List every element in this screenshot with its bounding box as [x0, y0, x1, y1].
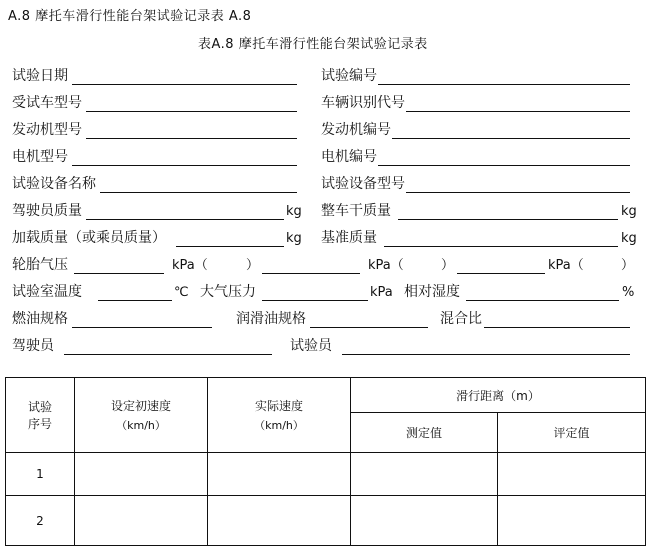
motor-model-label: 电机型号	[12, 149, 68, 165]
vin-line[interactable]	[406, 111, 630, 112]
appendix-heading: A.8 摩托车滑行性能台架试验记录表 A.8	[8, 9, 252, 24]
row-sequence: 2	[6, 496, 75, 546]
room-temp-unit: ℃	[174, 285, 189, 300]
cell-actual-speed[interactable]	[208, 453, 351, 496]
col-header-set-speed-label: 设定初速度	[110, 399, 171, 413]
test-number-label: 试验编号	[321, 68, 377, 84]
engine-number-line[interactable]	[392, 138, 630, 139]
mix-ratio-label: 混合比	[440, 311, 482, 327]
motor-model-line[interactable]	[72, 165, 297, 166]
cell-evaluated[interactable]	[498, 496, 646, 546]
col-header-actual-speed	[208, 378, 351, 453]
fuel-spec-line[interactable]	[72, 327, 212, 328]
motor-number-label: 电机编号	[321, 149, 377, 165]
tire-pressure-close-1: ）	[246, 258, 260, 273]
row-sequence: 1	[6, 453, 75, 496]
col-header-sequence-line1: 试验	[27, 400, 52, 414]
atm-pressure-label: 大气压力	[200, 284, 256, 300]
table-row	[6, 496, 646, 546]
col-header-set-speed-unit: （km/h）	[116, 419, 166, 432]
rider-mass-label: 驾驶员质量	[12, 203, 82, 219]
reference-mass-unit: kg	[621, 231, 637, 246]
table-row	[6, 453, 646, 496]
tire-pressure-close-3: ）	[621, 258, 635, 273]
motor-number-line[interactable]	[378, 165, 630, 166]
rider-label: 驾驶员	[12, 338, 54, 354]
room-temp-line[interactable]	[98, 300, 172, 301]
cell-measured[interactable]	[351, 496, 498, 546]
test-date-label: 试验日期	[12, 68, 68, 84]
tire-pressure-close-2: ）	[441, 258, 455, 273]
col-header-measured: 测定值	[351, 413, 498, 453]
load-mass-line[interactable]	[176, 246, 284, 247]
col-header-sequence-line2: 序号	[27, 417, 52, 431]
tire-pressure-unit-2: kPa（	[368, 258, 404, 273]
col-header-actual-speed-label: 实际速度	[254, 399, 303, 413]
humidity-label: 相对湿度	[404, 284, 460, 300]
fuel-spec-label: 燃油规格	[12, 311, 68, 327]
tire-pressure-line-3[interactable]	[457, 273, 545, 274]
record-table	[5, 377, 646, 546]
col-header-distance: 滑行距离（m）	[351, 378, 646, 413]
vehicle-model-line[interactable]	[86, 111, 297, 112]
mix-ratio-line[interactable]	[484, 327, 630, 328]
reference-mass-line[interactable]	[384, 246, 618, 247]
curb-mass-unit: kg	[621, 204, 637, 219]
atm-pressure-line[interactable]	[262, 300, 368, 301]
cell-evaluated[interactable]	[498, 453, 646, 496]
engine-model-line[interactable]	[86, 138, 297, 139]
equipment-name-line[interactable]	[100, 192, 297, 193]
rider-line[interactable]	[64, 354, 272, 355]
tire-pressure-line-1[interactable]	[74, 273, 164, 274]
oil-spec-label: 润滑油规格	[236, 311, 306, 327]
equipment-model-label: 试验设备型号	[321, 176, 405, 192]
tire-pressure-label: 轮胎气压	[12, 257, 68, 273]
rider-mass-line[interactable]	[86, 219, 284, 220]
cell-set-speed[interactable]	[75, 453, 208, 496]
page-title: 表A.8 摩托车滑行性能台架试验记录表	[198, 37, 428, 52]
curb-mass-label: 整车干质量	[321, 203, 391, 219]
tire-pressure-unit-1: kPa（	[172, 258, 208, 273]
load-mass-label: 加载质量（或乘员质量）	[12, 230, 166, 246]
equipment-model-line[interactable]	[406, 192, 630, 193]
test-date-line[interactable]	[72, 84, 297, 85]
col-header-actual-speed-unit: （km/h）	[254, 419, 304, 432]
equipment-name-label: 试验设备名称	[12, 176, 96, 192]
tester-line[interactable]	[342, 354, 630, 355]
col-header-set-speed	[75, 378, 208, 453]
tire-pressure-line-2[interactable]	[262, 273, 360, 274]
load-mass-unit: kg	[286, 231, 302, 246]
cell-set-speed[interactable]	[75, 496, 208, 546]
engine-number-label: 发动机编号	[321, 122, 391, 138]
humidity-unit: %	[622, 285, 635, 300]
vin-label: 车辆识别代号	[321, 95, 405, 111]
cell-measured[interactable]	[351, 453, 498, 496]
col-header-sequence	[6, 378, 75, 453]
tire-pressure-unit-3: kPa（	[548, 258, 584, 273]
vehicle-model-label: 受试车型号	[12, 95, 82, 111]
cell-actual-speed[interactable]	[208, 496, 351, 546]
atm-pressure-unit: kPa	[370, 285, 393, 300]
engine-model-label: 发动机型号	[12, 122, 82, 138]
tester-label: 试验员	[290, 338, 332, 354]
curb-mass-line[interactable]	[398, 219, 618, 220]
reference-mass-label: 基准质量	[321, 230, 377, 246]
rider-mass-unit: kg	[286, 204, 302, 219]
col-header-evaluated: 评定值	[498, 413, 646, 453]
oil-spec-line[interactable]	[310, 327, 428, 328]
test-number-line[interactable]	[378, 84, 630, 85]
humidity-line[interactable]	[466, 300, 619, 301]
room-temp-label: 试验室温度	[12, 284, 82, 300]
